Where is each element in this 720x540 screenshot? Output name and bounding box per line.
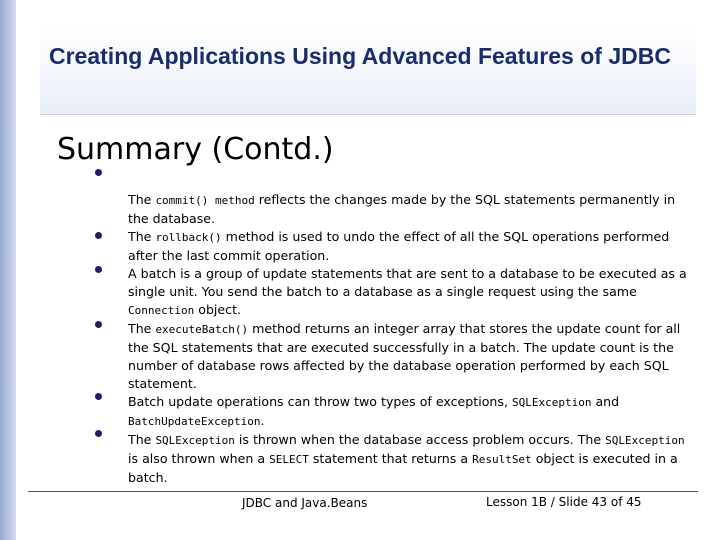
text-run: Batch update operations can throw two types of exceptions, [128,394,512,409]
deck-title: Creating Applications Using Advanced Features of JDBC [49,43,671,69]
text-run: is also thrown when a [128,451,270,466]
code-run: ResultSet [472,453,532,466]
text-run: object. [194,302,242,317]
text-run: The [128,192,156,207]
text-run: A batch is a group of update statements that are sent to a database to be executed as a single unit. You send the batch to a database as a single request using the same [128,266,687,299]
bullet-dot [95,266,102,273]
text-run: method is used to undo the effect of all the SQL operations performed after the last commit operation. [128,229,670,263]
text-run: statement that returns a [308,451,473,466]
code-run: Connection [128,304,195,317]
bullet-text [128,191,698,228]
bullet-dot [95,430,102,437]
text-run: The [128,229,156,244]
summary-body [128,191,698,487]
text-run: object is executed in a batch. [128,451,678,485]
code-run: executeBatch() [155,323,249,336]
code-run: commit() method [155,194,255,207]
text-run: and [591,394,620,409]
left-accent-bar [0,0,16,540]
bullet-text [128,228,698,265]
bullet-text [128,320,698,393]
bullet-text [128,393,698,431]
text-run: method returns an integer array that stores the update count for all the SQL statements that are executed successfully in a batch. The update count is the number of database rows affected by the database operation performed by each SQL statement. [128,321,681,391]
bullet-dot [95,169,102,176]
code-run: SQLException [605,434,685,447]
code-run: SELECT [269,453,309,466]
footer-slide-info: Lesson 1B / Slide 43 of 45 [486,495,642,509]
text-run: reflects the changes made by the SQL statements permanently in the database. [128,192,676,226]
text-run: The [128,321,156,336]
bullet-text [128,265,698,320]
bullet-dot [95,393,102,400]
text-run: . [260,413,265,428]
footer-course-name: JDBC and Java.Beans [242,496,368,510]
code-run: SQLException [511,396,592,409]
text-run: is thrown when the database access problem occurs. The [234,432,606,447]
bullet-text [128,431,698,487]
bullet-dot [95,321,102,328]
text-run: The [128,432,156,447]
bullet-dot [95,232,102,239]
slide-title: Summary (Contd.) [57,132,334,167]
code-run: SQLException [155,434,235,447]
bullet-markers [86,0,116,540]
footer-divider [28,491,698,492]
code-run: BatchUpdateException [128,415,261,428]
code-run: rollback() [155,231,222,244]
